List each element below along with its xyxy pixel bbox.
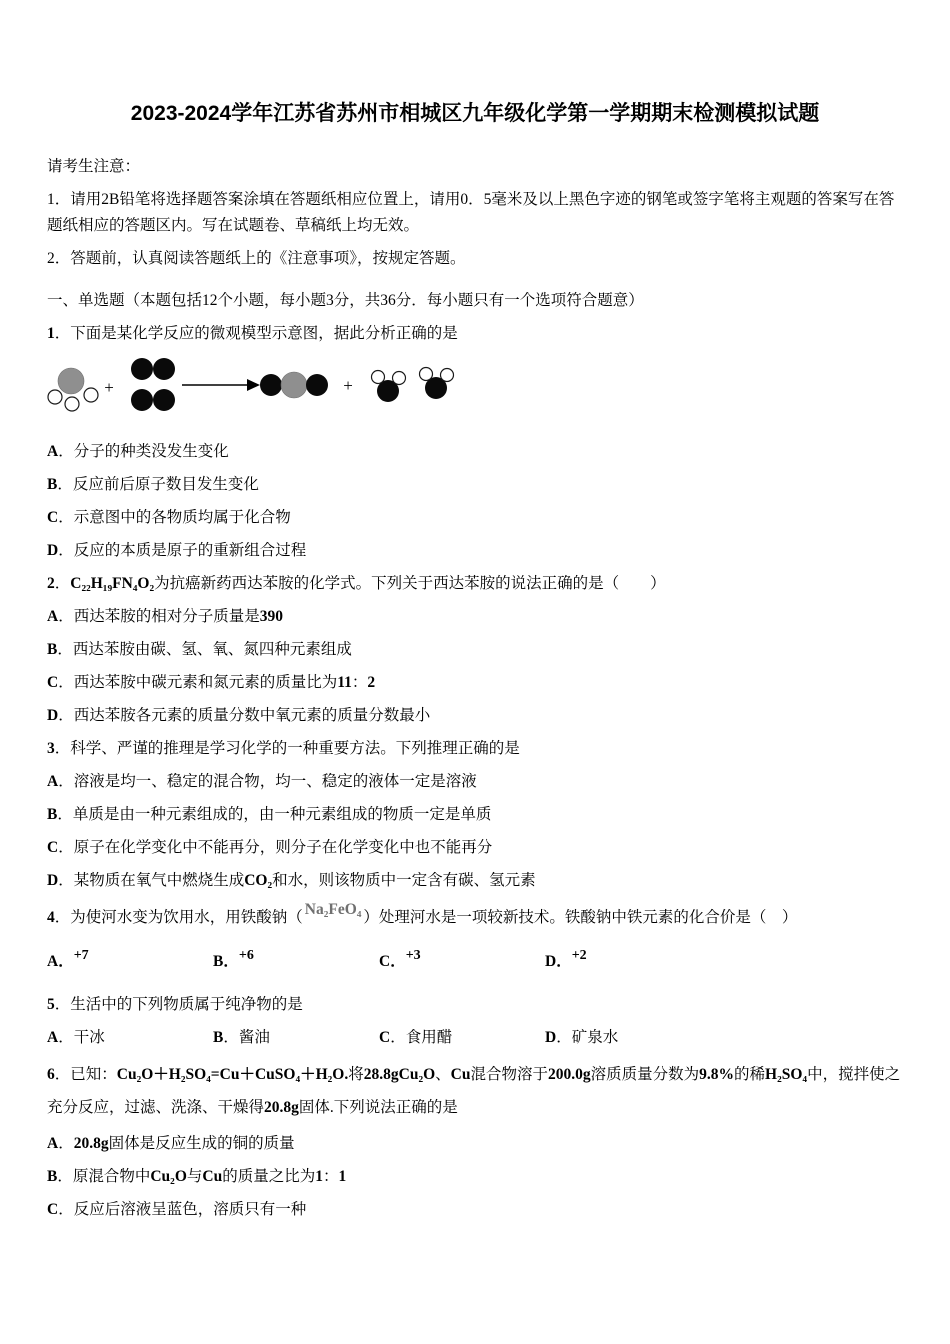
valence-value: +3 xyxy=(405,948,421,963)
question-5-stem: 5．生活中的下列物质属于纯净物的是 xyxy=(47,996,303,1013)
question-5-option-d: D．矿泉水 xyxy=(545,1029,619,1046)
product-molecule-2 xyxy=(420,368,454,400)
option-label: A． xyxy=(47,953,74,970)
product-triatomic-molecule xyxy=(260,372,328,398)
valence-value: +6 xyxy=(238,948,254,963)
question-5-option-a: A．干冰 xyxy=(47,1029,105,1046)
reaction-arrow xyxy=(182,379,260,391)
question-5-option-b: B．酱油 xyxy=(213,1029,270,1046)
question-1-option-d: D．反应的本质是原子的重新组合过程 xyxy=(47,542,307,559)
option-label: D． xyxy=(545,953,572,970)
reactant-diatomic-molecule-2 xyxy=(131,389,175,411)
question-4-option-c xyxy=(379,949,545,976)
question-3-option-d: D．某物质在氧气中燃烧生成CO₂和水，则该物质中一定含有碳、氢元素 xyxy=(47,872,536,889)
question-2-option-b: B．西达苯胺由碳、氢、氧、氮四种元素组成 xyxy=(47,641,352,658)
question-3-option-a: A．溶液是均一、稳定的混合物，均一、稳定的液体一定是溶液 xyxy=(47,773,477,790)
question-2-stem: 2．C₂₂H₁₉FN₄O₂为抗癌新药西达苯胺的化学式。下列关于西达苯胺的说法正确的是（ ） xyxy=(47,575,666,592)
notice-heading: 请考生注意： xyxy=(47,158,141,175)
question-4-stem-before: 4．为使河水变为饮用水，用铁酸钠（ xyxy=(47,909,303,926)
question-6-option-c: C．反应后溶液呈蓝色，溶质只有一种 xyxy=(47,1201,307,1218)
question-2-option-a: A．西达苯胺的相对分子质量是390 xyxy=(47,608,283,625)
question-1-option-b: B．反应前后原子数目发生变化 xyxy=(47,476,259,493)
section-heading: 一、单选题（本题包括12个小题，每小题3分，共36分．每小题只有一个选项符合题意） xyxy=(47,292,644,309)
question-4-stem-after: ）处理河水是一项较新技术。铁酸钠中铁元素的化合价是（ ） xyxy=(363,909,798,926)
question-1-option-a: A．分子的种类没发生变化 xyxy=(47,443,229,460)
question-5-option-c: C．食用醋 xyxy=(379,1029,453,1046)
plus-sign: + xyxy=(343,376,353,395)
question-3-option-c: C．原子在化学变化中不能再分，则分子在化学变化中也不能再分 xyxy=(47,839,493,856)
notice-item-2: 2．答题前，认真阅读答题纸上的《注意事项》，按规定答题。 xyxy=(47,250,466,267)
question-2-option-c: C．西达苯胺中碳元素和氮元素的质量比为11：2 xyxy=(47,674,376,691)
question-6-option-a: A．20.8g固体是反应生成的铜的质量 xyxy=(47,1135,295,1152)
sodium-ferrate-formula: Na₂FeO₄ xyxy=(304,901,362,918)
question-4-option-b xyxy=(213,949,379,976)
reaction-diagram-svg xyxy=(47,355,467,419)
question-4-options-row xyxy=(47,949,903,976)
question-3-stem: 3．科学、严谨的推理是学习化学的一种重要方法。下列推理正确的是 xyxy=(47,740,520,757)
question-6-option-b: B．原混合物中Cu₂O与Cu的质量之比为1：1 xyxy=(47,1168,347,1185)
question-5-options-row xyxy=(47,1025,903,1051)
question-1-option-c: C．示意图中的各物质均属于化合物 xyxy=(47,509,291,526)
reactant-molecule-gray-white xyxy=(48,368,98,411)
option-label: C． xyxy=(379,953,406,970)
question-4-option-d xyxy=(545,949,903,976)
valence-value: +7 xyxy=(73,948,89,963)
question-6-stem: 6．已知：Cu₂O＋H₂SO₄=Cu＋CuSO₄＋H₂O.将28.8gCu₂O、Cu混合物溶于200.0g溶质质量分数为9.8%的稀H₂SO₄中，搅拌使之充分反应，过滤、洗涤、干燥得20.8g固体.下列说法正确的是 xyxy=(47,1066,901,1116)
question-3-option-b: B．单质是由一种元素组成的，由一种元素组成的物质一定是单质 xyxy=(47,806,492,823)
product-molecule-1 xyxy=(372,371,406,403)
option-label: B． xyxy=(213,953,239,970)
question-2-option-d: D．西达苯胺各元素的质量分数中氧元素的质量分数最小 xyxy=(47,707,431,724)
reactant-diatomic-molecule-1 xyxy=(131,358,175,380)
plus-sign: + xyxy=(104,378,114,397)
question-4-option-a xyxy=(47,949,213,976)
reaction-micro-model-diagram xyxy=(47,355,903,419)
notice-item-1: 1．请用2B铅笔将选择题答案涂填在答题纸相应位置上，请用0．5毫米及以上黑色字迹的钢笔或签字笔将主观题的答案写在答题纸相应的答题区内。写在试题卷、草稿纸上均无效。 xyxy=(47,191,895,234)
page-title: 2023-2024学年江苏省苏州市相城区九年级化学第一学期期末检测模拟试题 xyxy=(130,102,820,125)
question-4-stem xyxy=(47,901,903,935)
valence-value: +2 xyxy=(571,948,587,963)
question-1-stem: 1．下面是某化学反应的微观模型示意图，据此分析正确的是 xyxy=(47,325,458,342)
